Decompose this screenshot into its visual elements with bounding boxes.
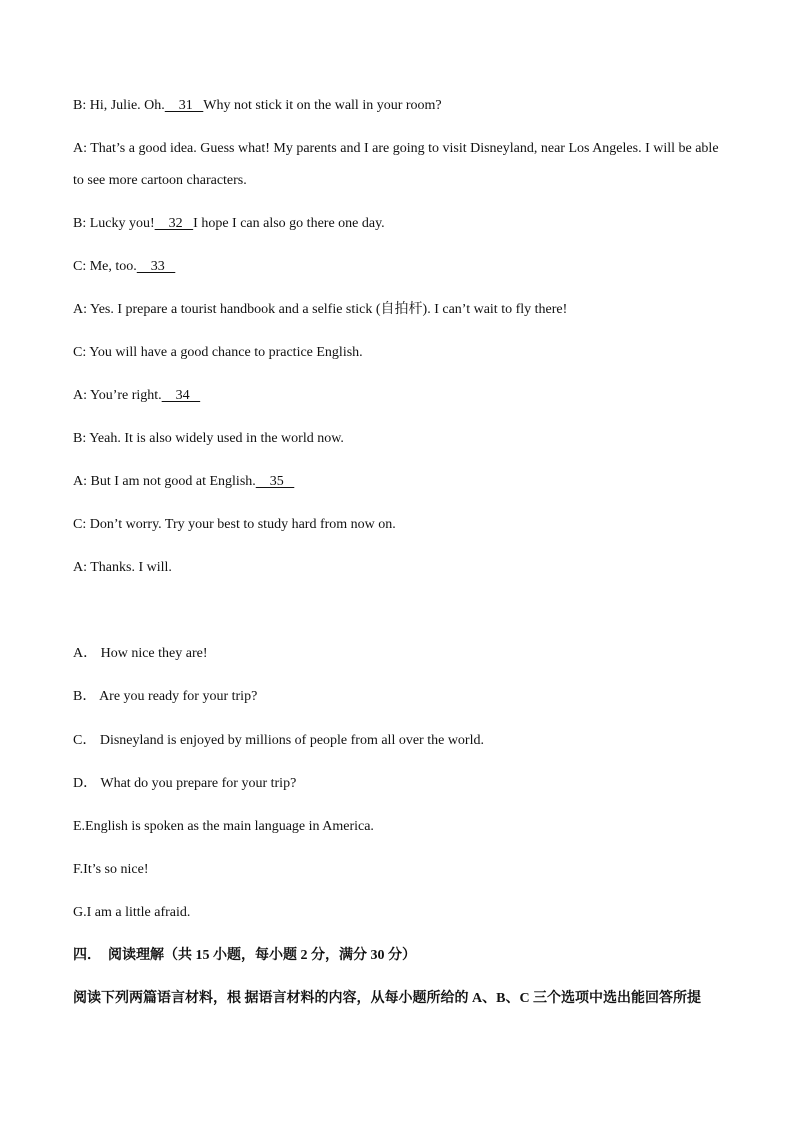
speaker-line-text: Why not stick it on the wall in your room? xyxy=(203,98,442,113)
speaker-line-text: A: But I am not good at English. xyxy=(73,474,256,489)
option-e: E.English is spoken as the main language in America. xyxy=(73,819,374,834)
blank-32[interactable]: 32 xyxy=(154,216,194,231)
blank-31[interactable]: 31 xyxy=(164,98,204,113)
dialogue-line-9 xyxy=(73,473,294,491)
option-b: B． Are you ready for your trip? xyxy=(73,689,258,704)
section-instruction: 阅读下列两篇语言材料，根 据语言材料的内容，从每小题所给的 A、B、C 三个选项中选出能回答所提 xyxy=(73,991,702,1006)
option-g: G.I am a little afraid. xyxy=(73,905,191,920)
speaker-line-text: A: You’re right. xyxy=(73,388,162,403)
dialogue-line-7 xyxy=(73,387,200,405)
option-c: C． Disneyland is enjoyed by millions of people from all over the world. xyxy=(73,733,484,748)
dialogue-line-8: B: Yeah. It is also widely used in the world now. xyxy=(73,431,344,446)
dialogue-line-6: C: You will have a good chance to practice English. xyxy=(73,345,363,360)
dialogue-line-11: A: Thanks. I will. xyxy=(73,560,172,575)
blank-33[interactable]: 33 xyxy=(136,259,176,274)
option-f: F.It’s so nice! xyxy=(73,862,149,877)
blank-35[interactable]: 35 xyxy=(255,474,295,489)
section-heading: 四． 阅读理解（共 15 小题，每小题 2 分，满分 30 分） xyxy=(73,948,416,963)
option-a: A． How nice they are! xyxy=(73,646,208,661)
dialogue-line-1 xyxy=(73,97,442,115)
blank-34[interactable]: 34 xyxy=(161,388,201,403)
speaker-line-text: B: Hi, Julie. Oh. xyxy=(73,98,165,113)
dialogue-line-4 xyxy=(73,258,175,276)
dialogue-line-10: C: Don’t worry. Try your best to study hard from now on. xyxy=(73,517,396,532)
option-d: D． What do you prepare for your trip? xyxy=(73,776,297,791)
dialogue-line-2a: A: That’s a good idea. Guess what! My parents and I are going to visit Disneyland, near Los Angeles. I will be able xyxy=(73,141,719,156)
dialogue-line-3 xyxy=(73,215,385,233)
speaker-line-text: C: Me, too. xyxy=(73,259,137,274)
speaker-line-text: B: Lucky you! xyxy=(73,216,155,231)
dialogue-line-2b: to see more cartoon characters. xyxy=(73,173,247,188)
dialogue-line-5: A: Yes. I prepare a tourist handbook and a selfie stick (自拍杆). I can’t wait to fly there! xyxy=(73,302,568,317)
speaker-line-text: I hope I can also go there one day. xyxy=(193,216,385,231)
